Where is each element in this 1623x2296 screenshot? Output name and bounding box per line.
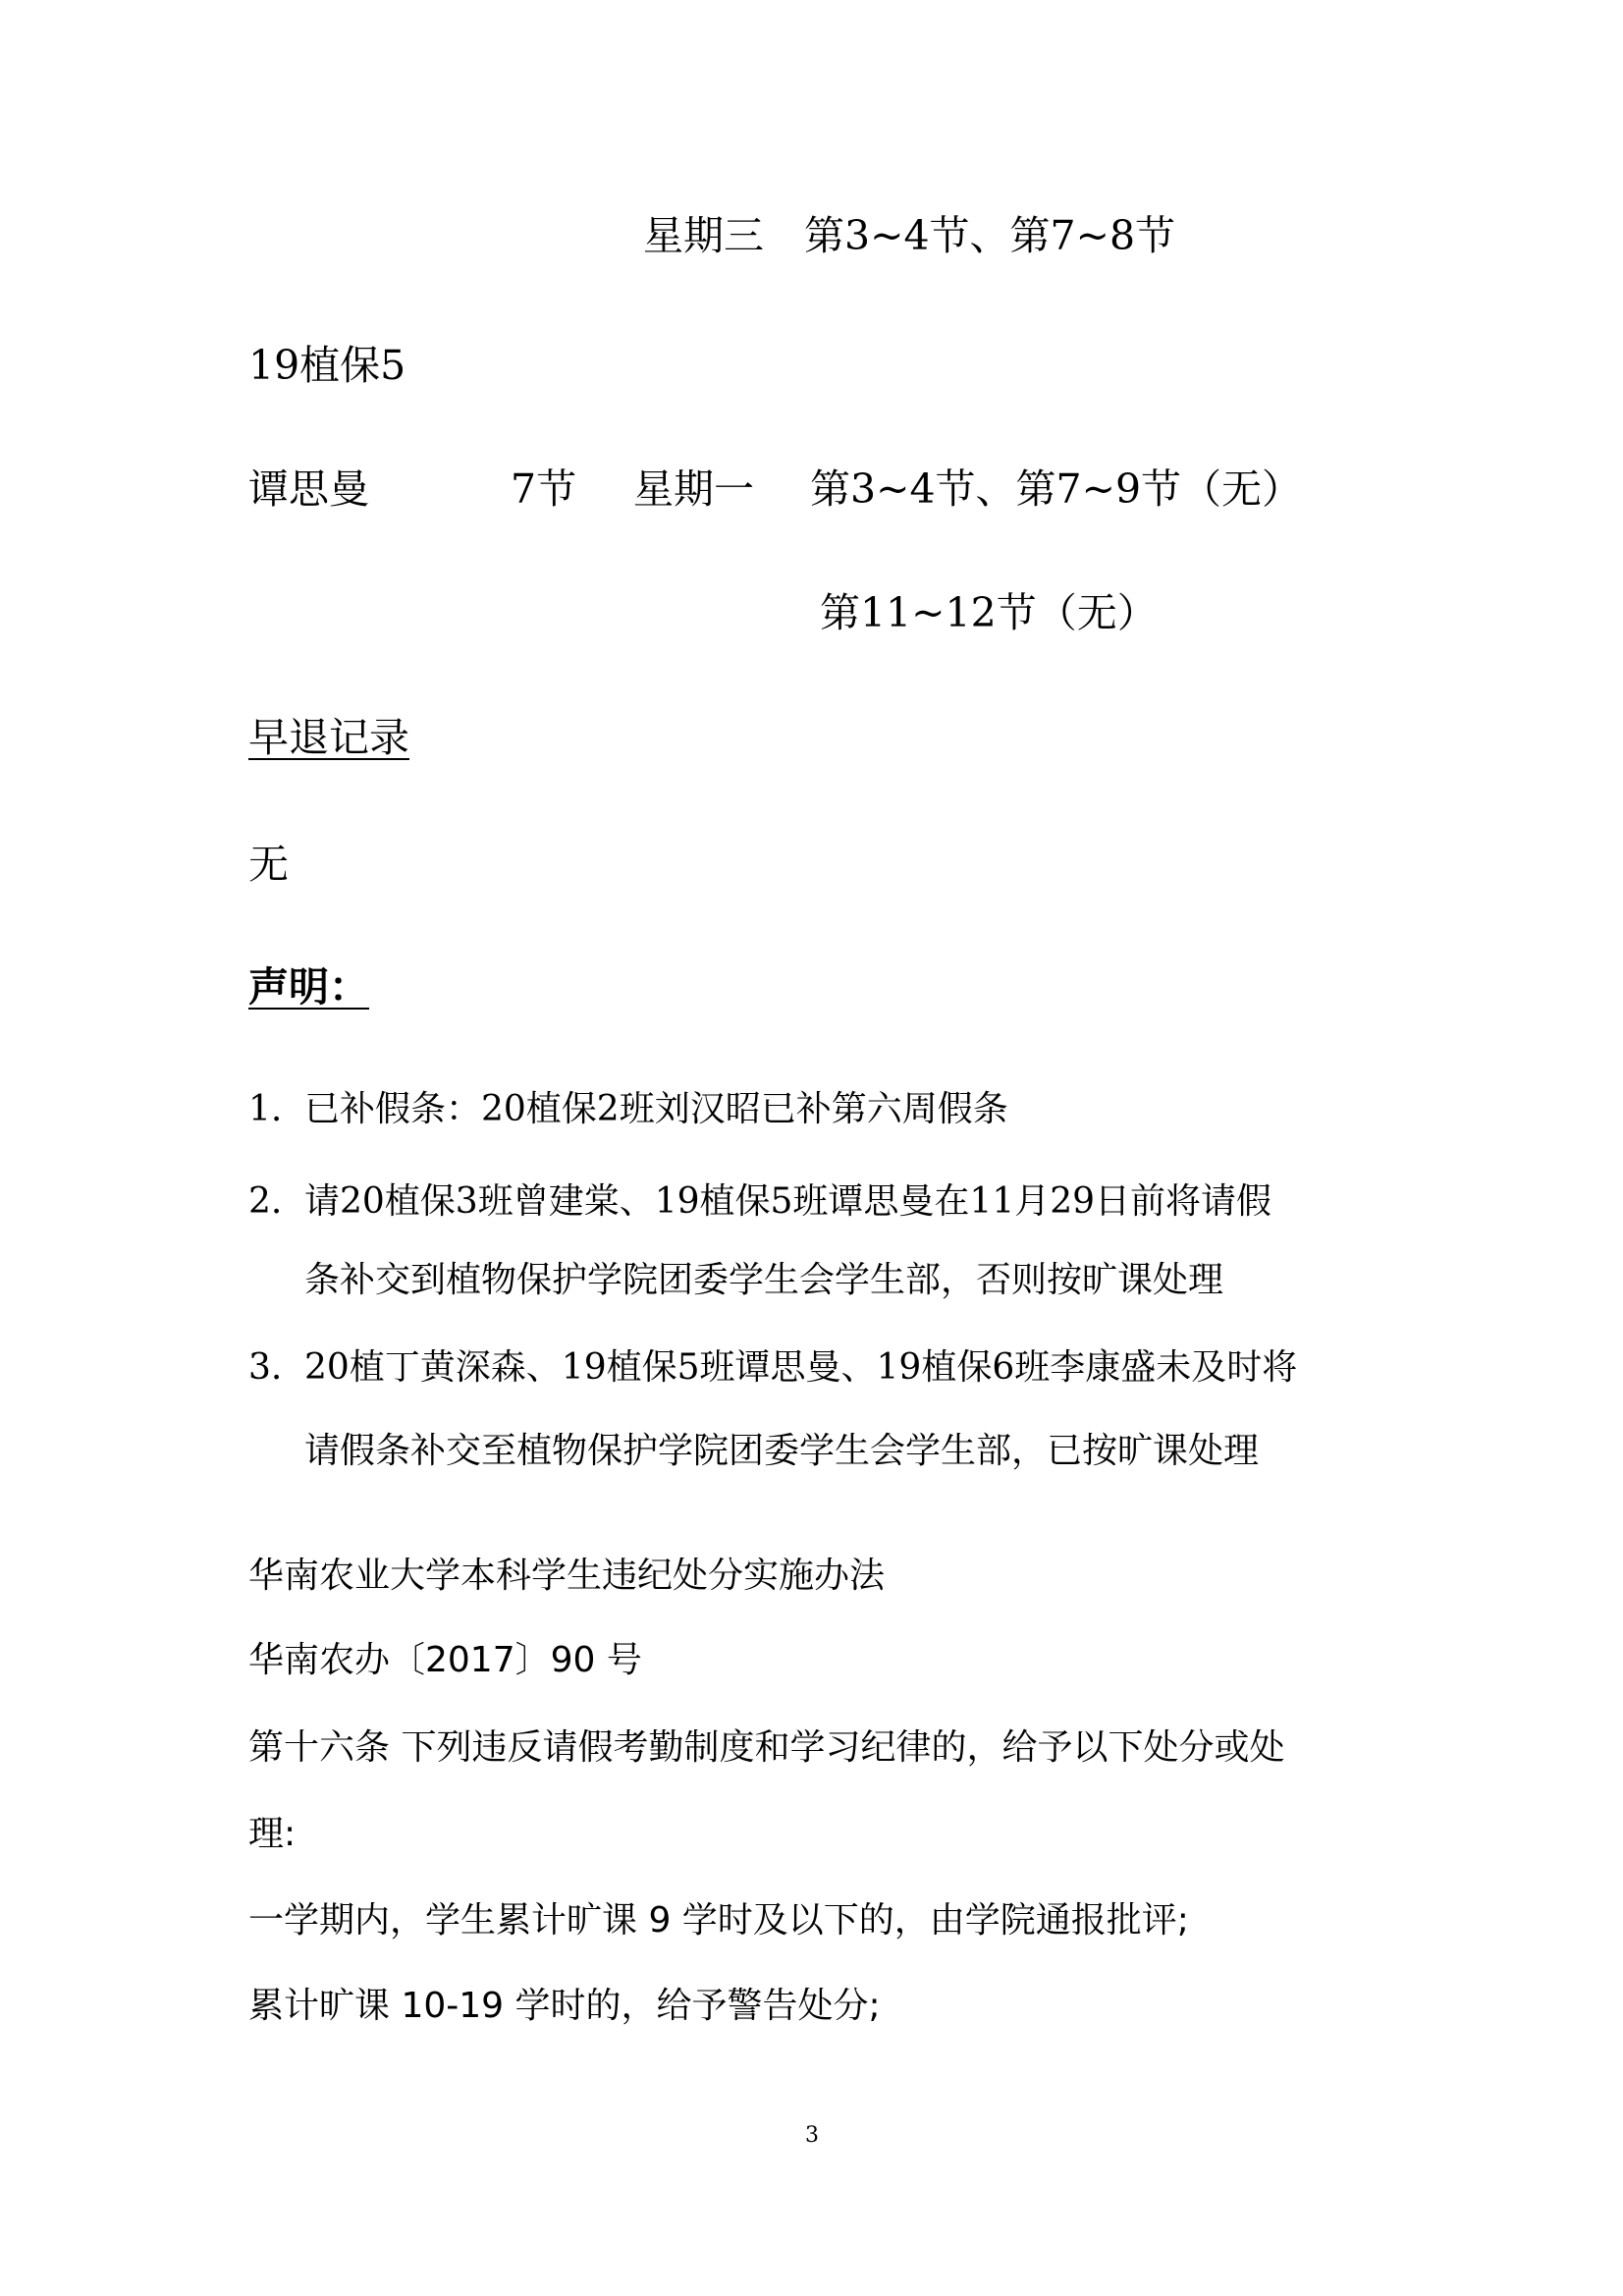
student-absence-count: 7节 [511, 465, 577, 513]
statement-item-text-continued: 条补交到植物保护学院团委学生会学生部，否则按旷课处理 [304, 1260, 1224, 1300]
early-leave-heading: 早退记录 [248, 714, 409, 761]
wednesday-schedule-line: 星期三 第3~4节、第7~8节 [643, 212, 1176, 259]
student-name: 谭思曼 [248, 465, 369, 513]
statement-heading: 声明： [248, 963, 369, 1011]
statement-item-text: 20植丁黄深森、19植保5班谭思曼、19植保6班李康盛未及时将 [304, 1347, 1298, 1388]
statement-item-number: 1. [248, 1089, 283, 1129]
statement-item-number: 2. [248, 1181, 283, 1222]
regulation-doc-number: 华南农办〔2017〕90 号 [248, 1640, 642, 1680]
class-heading: 19植保5 [248, 342, 406, 389]
statement-item-text-continued: 请假条补交至植物保护学院团委学生会学生部，已按旷课处理 [304, 1431, 1260, 1471]
student-periods-extra: 第11~12节（无） [820, 589, 1158, 636]
regulation-rule: 一学期内，学生累计旷课 9 学时及以下的，由学院通报批评; [248, 1900, 1189, 1941]
page-number: 3 [805, 2123, 819, 2148]
statement-item-text: 请20植保3班曾建棠、19植保5班谭思曼在11月29日前将请假 [304, 1181, 1272, 1222]
early-leave-value: 无 [248, 841, 289, 888]
statement-item-text: 已补假条：20植保2班刘汉昭已补第六周假条 [304, 1089, 1008, 1129]
statement-item-number: 3. [248, 1347, 283, 1388]
student-periods: 第3~4节、第7~9节（无） [810, 465, 1303, 513]
student-day: 星期一 [633, 465, 754, 513]
regulation-article-16-continued: 理: [248, 1814, 297, 1854]
regulation-article-16: 第十六条 下列违反请假考勤制度和学习纪律的，给予以下处分或处 [248, 1727, 1285, 1768]
regulation-rule: 累计旷课 10-19 学时的，给予警告处分; [248, 1986, 881, 2026]
regulation-title: 华南农业大学本科学生违纪处分实施办法 [248, 1556, 886, 1596]
